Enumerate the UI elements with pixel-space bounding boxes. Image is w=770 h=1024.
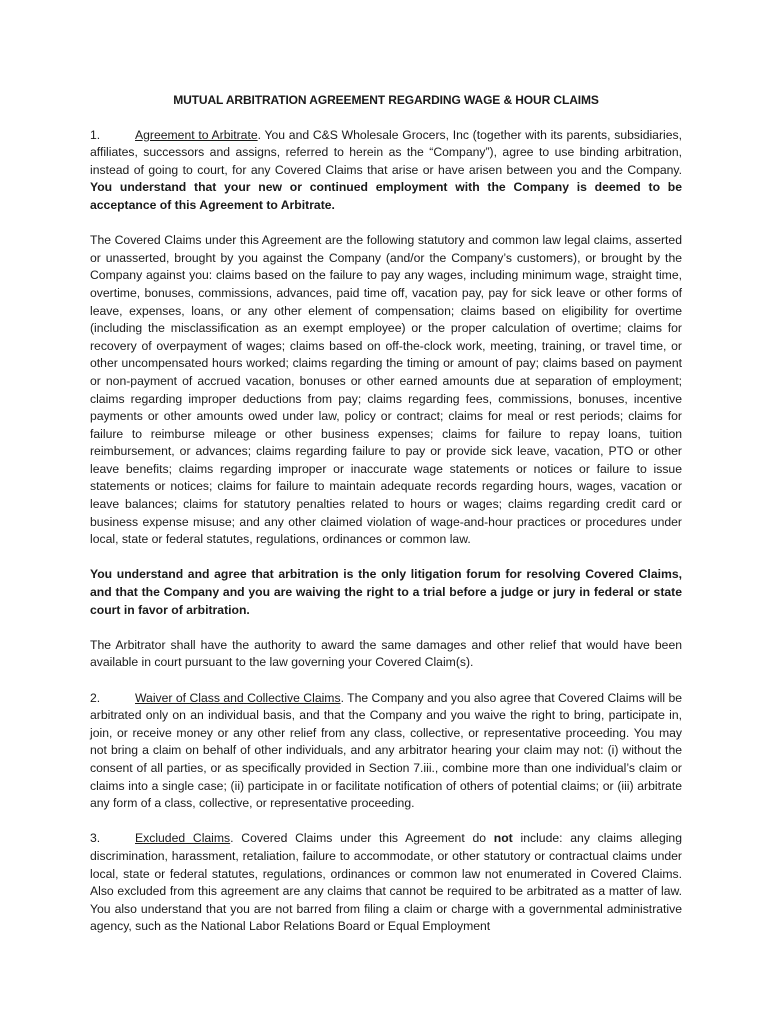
section-3-text: . Covered Claims under this Agreement do <box>230 831 494 846</box>
section-2-number: 2. <box>90 690 101 705</box>
section-2-paragraph <box>90 690 682 813</box>
section-3-heading: Excluded Claims <box>135 831 231 846</box>
section-3-text-continued: include: any claims alleging discrimination, harassment, retaliation, failure to accommodate, or other statutory or contractual claims under local, state or federal statutes, regulations, ordinances or common law not enumerated in Covered Claims. Also excluded from this agreement are any claims that cannot be required to be arbitrated as a matter of law. You also understand that you are not barred from filing a claim or charge with a governmental administrative agency, such as the National Labor Relations Board or Equal Employment <box>90 831 682 934</box>
section-1-text: . You and C&S Wholesale Grocers, Inc (together with its parents, subsidiaries, affiliates, successors and assigns, referred to herein as the “Company”), agree to use binding arbitration, instead of going to court, for any Covered Claims that arise or have arisen between you and the Company. <box>90 127 682 177</box>
covered-claims-paragraph: The Covered Claims under this Agreement are the following statutory and common law legal claims, asserted or unasserted, brought by you against the Company (and/or the Company’s customers), or brought by the Company against you: claims based on the failure to pay any wages, including minimum wage, straight time, overtime, bonuses, commissions, advances, paid time off, vacation pay, pay for sick leave or other forms of leave, expenses, loans, or any other element of compensation; claims based on eligibility for overtime (including the misclassification as an exempt employee) or the proper calculation of overtime; claims for recovery of overpayment of wages; claims based on off-the-clock work, meeting, training, or travel time, or other uncompensated hours worked; claims regarding the timing or amount of pay; claims based on payment or non-payment of accrued vacation, bonuses or other earned amounts due at separation of employment; claims regarding improper deductions from pay; claims regarding fees, commissions, bonuses, incentive payments or other amounts owed under law, policy or contract; claims for meal or rest periods; claims for failure to reimburse mileage or other business expenses; claims for failure to repay loans, tuition reimbursement, or advances; claims regarding failure to pay or provide sick leave, vacation, PTO or other leave benefits; claims regarding improper or inaccurate wage statements or notices or failure to issue statements or notices; claims for failure to maintain adequate records regarding hours, wages, vacation or leave balances; claims for statutory penalties related to hours or wages; claims regarding credit card or business expense misuse; and any other claimed violation of wage-and-hour practices or procedures under local, state or federal statutes, regulations, ordinances or common law. <box>90 233 682 547</box>
section-1-heading: Agreement to Arbitrate <box>135 127 258 142</box>
section-2-text: . The Company and you also agree that Covered Claims will be arbitrated only on an individual basis, and that the Company and you waive the right to bring, participate in, join, or receive money or any other relief from any class, collective, or representative proceeding. You may not bring a claim on behalf of other individuals, and any arbitrator hearing your claim may not: (i) without the consent of all parties, or as specifically provided in Section 7.iii., combine more than one individual’s claim or claims into a single case; (ii) participate in or facilitate notification of others of potential claims; or (iii) arbitrate any form of a class, collective, or representative proceeding. <box>90 690 683 811</box>
document-title: MUTUAL ARBITRATION AGREEMENT REGARDING WAGE & HOUR CLAIMS <box>173 93 599 107</box>
section-1-bold-text: You understand that your new or continued employment with the Company is deemed to be acceptance of this Agreement to Arbitrate. <box>90 180 682 212</box>
section-1-paragraph <box>90 127 682 215</box>
section-3-number: 3. <box>90 831 101 846</box>
section-3-paragraph <box>90 830 682 936</box>
section-1-number: 1. <box>90 127 101 142</box>
section-2-heading: Waiver of Class and Collective Claims <box>135 690 341 705</box>
section-3-bold-word: not <box>493 831 513 846</box>
arbitrator-authority-paragraph: The Arbitrator shall have the authority to award the same damages and other relief that would have been available in court pursuant to the law governing your Covered Claim(s). <box>90 637 682 670</box>
arbitration-forum-paragraph: You understand and agree that arbitration is the only litigation forum for resolving Covered Claims, and that the Company and you are waiving the right to a trial before a judge or jury in federal or state court in favor of arbitration. <box>90 567 682 617</box>
document-page <box>90 92 682 954</box>
